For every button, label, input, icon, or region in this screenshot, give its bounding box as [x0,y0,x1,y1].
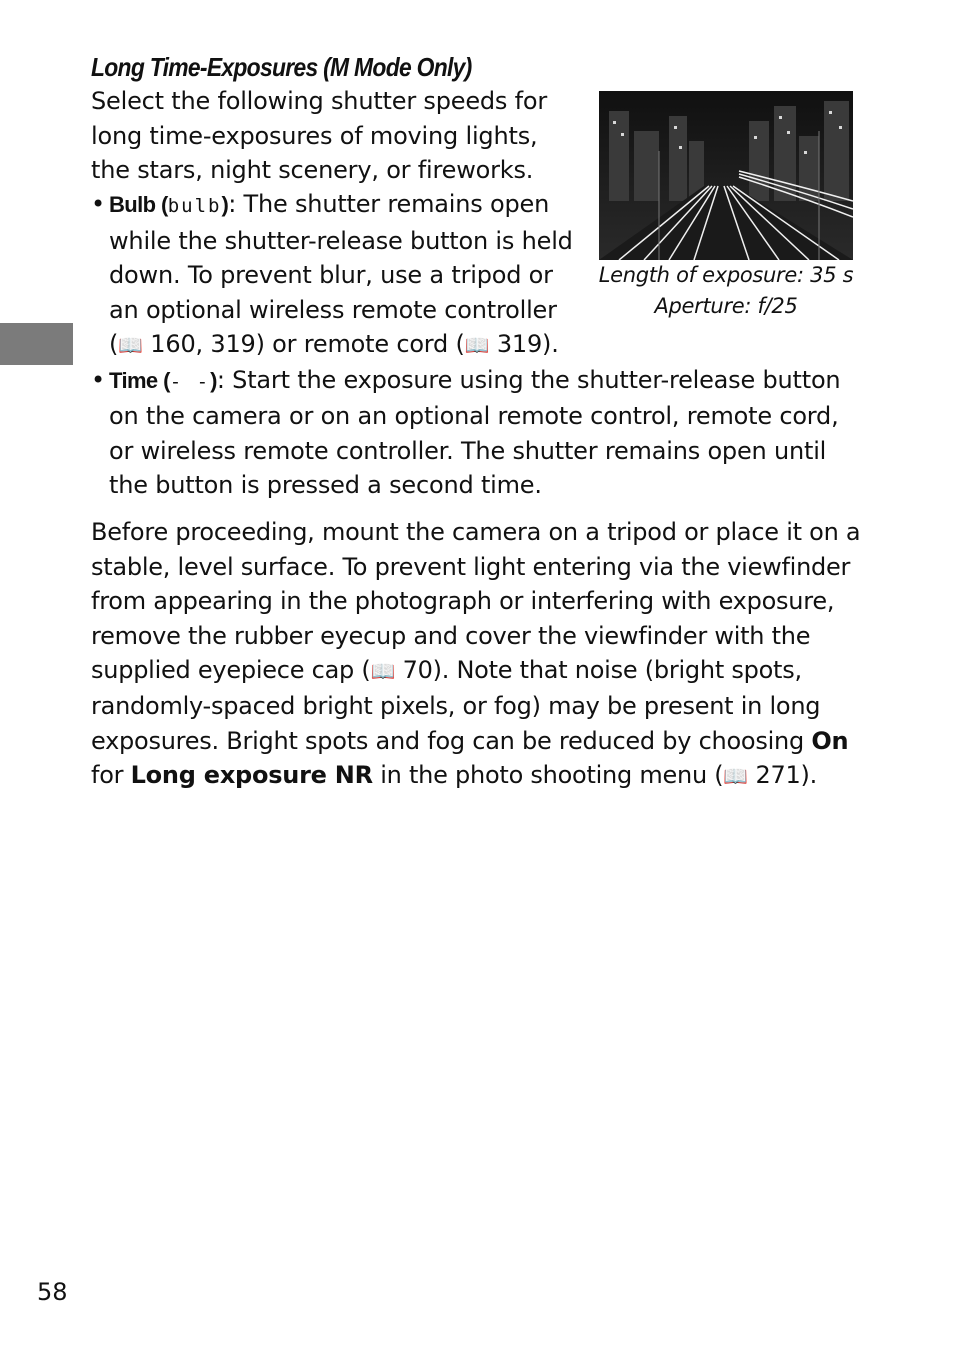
bullet-dot: • [91,365,105,394]
paragraph-text-mid: for [91,761,131,790]
bold-long-exposure-nr: Long exposure NR [130,761,373,790]
book-icon: 📖 [464,333,490,357]
term-time-close: ) [210,367,217,393]
book-icon: 📖 [723,764,749,789]
bulb-description: : The shutter remains open while the shutter-release button is held down. To prevent blur, use a tripod or an optional wireless remote controller ( [109,190,573,358]
page-number: 58 [37,1278,68,1306]
paragraph-reference-2[interactable]: 271). [748,761,818,790]
bold-on: On [811,726,849,755]
procedure-paragraph [91,515,861,794]
bulb-reference-1[interactable]: 160, 319) or remote cord ( [142,330,465,358]
section-heading: Long Time-Exposures (M Mode Only) [91,52,472,82]
paragraph-reference-1[interactable]: 70). Note that noise (bright spots, randomly-spaced bright pixels, or fog) may be present in long exposures. Bright spots and fog can be reduced by choosing [91,656,821,755]
list-item-bulb [91,187,589,363]
chapter-tab-marker [0,323,73,365]
bulb-reference-2[interactable]: 319). [489,330,559,358]
intro-paragraph: Select the following shutter speeds for long time-exposures of moving lights, the stars, night scenery, or fireworks. [91,87,548,184]
time-description: : Start the exposure using the shutter-release button on the camera or on an optional remote control, remote cord, or wireless remote controller. The shutter remains open until the button is pressed a second time. [109,365,841,499]
book-icon: 📖 [118,333,143,357]
caption-exposure: Length of exposure: 35 s [598,263,854,287]
book-icon: 📖 [370,659,396,684]
lcd-bulb-symbol: bulb [167,195,222,217]
bullet-dot: • [91,190,105,218]
list-item-time [91,363,861,503]
paragraph-text-1: Before proceeding, mount the camera on a tripod or place it on a stable, level surface. To prevent light entering via the viewfinder from appearing in the photograph or interfering with exposure, remove the rubber eyecup and cover the viewfinder with the supplied eyepiece cap ( [91,518,861,685]
term-time: Time ( [109,367,170,393]
lcd-time-symbol: - - [169,370,211,393]
term-bulb-close: ) [221,192,229,217]
paragraph-text-2: in the photo shooting menu ( [372,761,724,790]
term-bulb: Bulb ( [109,192,168,217]
caption-aperture: Aperture: f/25 [654,294,798,318]
shutter-options-list [91,187,861,503]
